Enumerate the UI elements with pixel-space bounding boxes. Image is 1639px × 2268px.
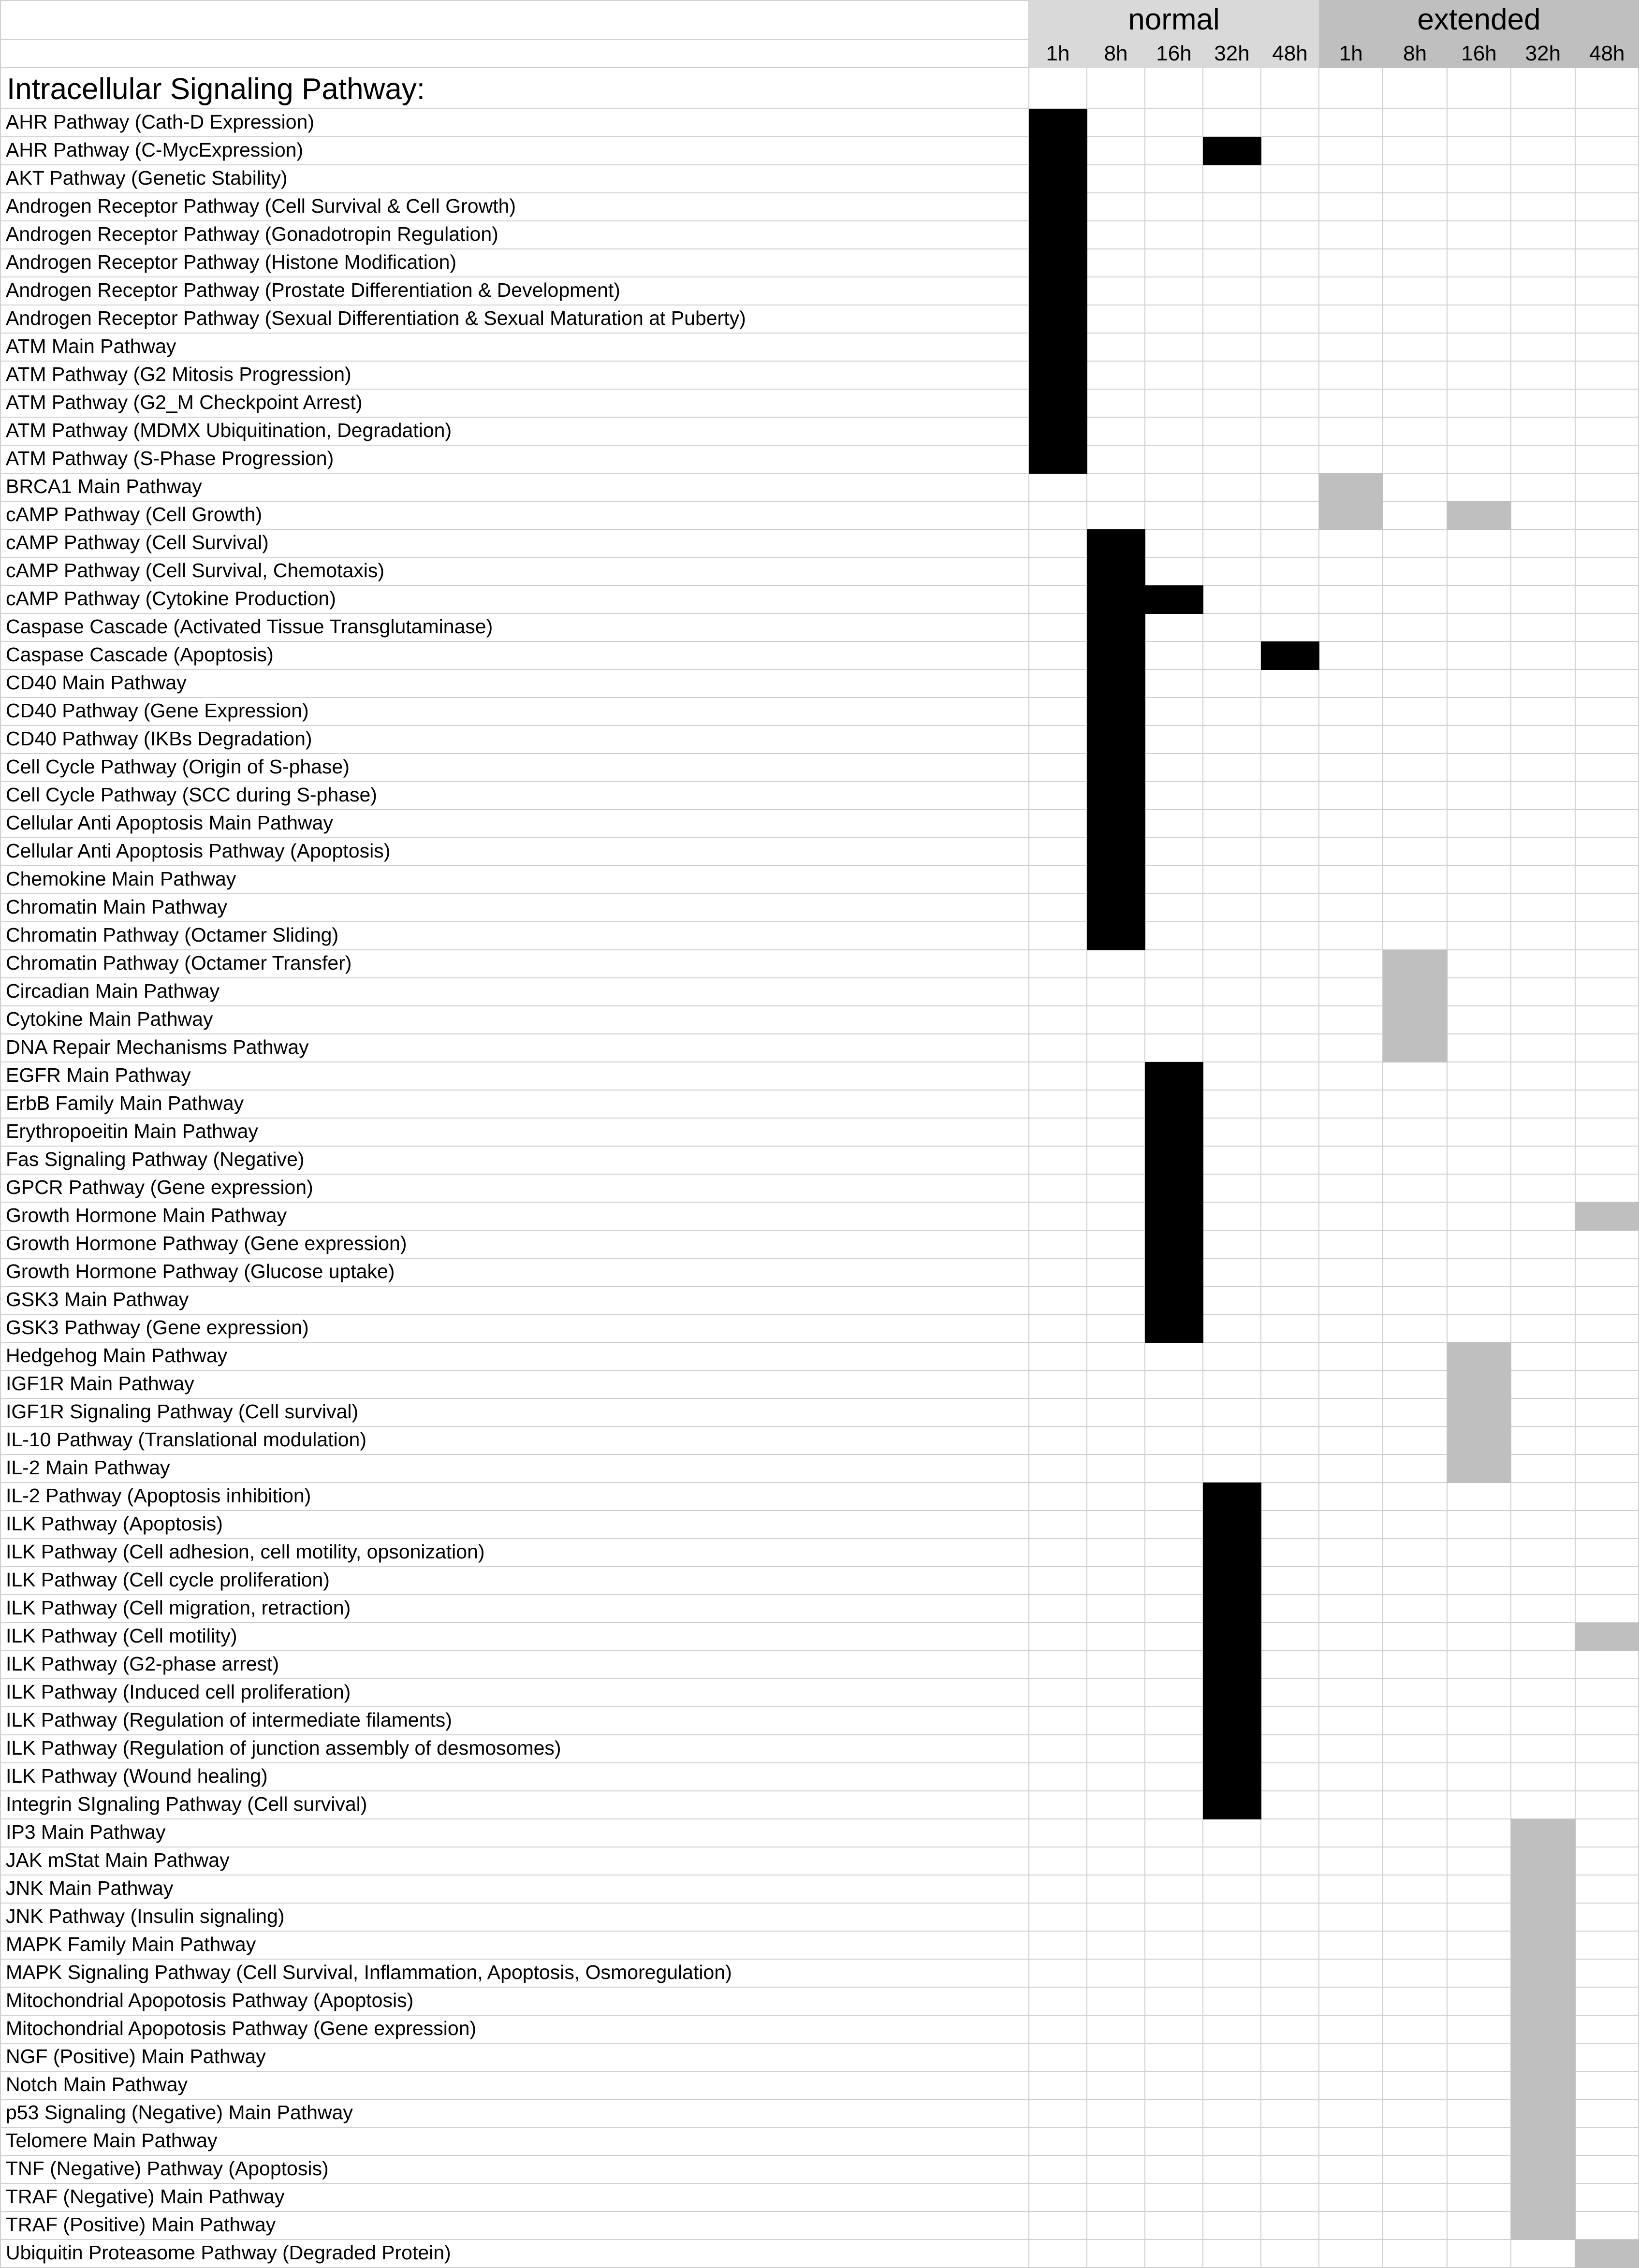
grid-line [0,333,1639,334]
pathway-label: TRAF (Negative) Main Pathway [6,2185,285,2208]
pathway-label: Mitochondrial Apopotosis Pathway (Apoptosis) [6,1989,414,2011]
active-cell [1087,585,1145,614]
pathway-label: Circadian Main Pathway [6,980,220,1002]
active-cell [1145,1258,1203,1287]
pathway-label: ILK Pathway (Cell motility) [6,1625,237,1647]
active-cell [1511,2183,1575,2212]
active-cell [1029,277,1087,305]
active-cell [1383,950,1447,978]
pathway-label: Cellular Anti Apoptosis Main Pathway [6,812,333,834]
pathway-label: p53 Signaling (Negative) Main Pathway [6,2101,353,2123]
active-cell [1029,361,1087,390]
active-cell [1511,2071,1575,2100]
active-cell [1145,1090,1203,1119]
active-cell [1087,529,1145,558]
active-cell [1145,1118,1203,1147]
active-cell [1029,305,1087,334]
pathway-label: Androgen Receptor Pathway (Sexual Differentiation & Sexual Maturation at Puberty) [6,307,746,329]
active-cell [1511,1931,1575,1960]
active-cell [1447,501,1511,530]
active-cell [1145,1230,1203,1259]
grid-line [1382,40,1383,2268]
grid-line [0,2127,1639,2128]
pathway-label: DNA Repair Mechanisms Pathway [6,1036,309,1058]
pathway-label: ATM Main Pathway [6,335,176,357]
active-cell [1447,1426,1511,1455]
active-cell [1383,1006,1447,1034]
grid-line [0,1818,1639,1819]
active-cell [1203,1791,1261,1819]
pathway-label: Fas Signaling Pathway (Negative) [6,1148,305,1170]
pathway-label: GSK3 Main Pathway [6,1288,189,1310]
pathway-label: BRCA1 Main Pathway [6,475,202,497]
pathway-label: cAMP Pathway (Cytokine Production) [6,587,336,610]
active-cell [1447,1398,1511,1427]
grid-line [1260,40,1261,2268]
active-cell [1029,249,1087,277]
grid-line [0,1454,1639,1455]
pathway-label: NGF (Positive) Main Pathway [6,2045,266,2067]
pathway-label: IL-2 Pathway (Apoptosis inhibition) [6,1484,311,1507]
group-header-label: normal [1128,3,1220,36]
active-cell [1087,613,1145,642]
active-cell [1511,1847,1575,1875]
time-point-header: 48h [1589,42,1625,65]
active-cell [1511,2211,1575,2240]
time-point-header: 1h [1339,42,1363,65]
time-point-header: 32h [1214,42,1250,65]
pathway-label: EGFR Main Pathway [6,1064,191,1086]
active-cell [1447,1370,1511,1399]
pathway-label: Androgen Receptor Pathway (Prostate Differentiation & Development) [6,279,620,301]
pathway-label: Androgen Receptor Pathway (Histone Modification) [6,251,457,273]
active-cell [1087,866,1145,894]
grid-line [0,1342,1639,1343]
active-cell [1511,2043,1575,2072]
pathway-label: Chemokine Main Pathway [6,868,236,890]
active-cell [1087,754,1145,782]
active-cell [1145,1174,1203,1203]
active-cell [1511,2099,1575,2128]
active-cell [1087,782,1145,810]
active-cell [1087,838,1145,866]
section-title: Intracellular Signaling Pathway: [7,73,425,106]
active-cell [1087,669,1145,698]
time-point-header: 16h [1156,42,1192,65]
active-cell [1319,473,1383,502]
grid-line [0,865,1639,866]
active-cell [1087,641,1145,670]
active-cell [1203,1651,1261,1679]
grid-line [0,1510,1639,1511]
pathway-label: Chromatin Pathway (Octamer Transfer) [6,952,352,974]
pathway-label: IP3 Main Pathway [6,1821,166,1843]
pathway-label: ILK Pathway (Apoptosis) [6,1512,223,1535]
pathway-label: CD40 Main Pathway [6,671,187,694]
active-cell [1511,1875,1575,1904]
pathway-label: JNK Pathway (Insulin signaling) [6,1905,285,1927]
active-cell [1319,501,1383,530]
pathway-label: Chromatin Main Pathway [6,896,228,918]
pathway-label: ATM Pathway (G2_M Checkpoint Arrest) [6,391,363,413]
pathway-label: Hedgehog Main Pathway [6,1344,228,1367]
active-cell [1203,1511,1261,1539]
time-point-header: 8h [1104,42,1128,65]
pathway-label: Ubiquitin Proteasome Pathway (Degraded Protein) [6,2241,451,2264]
pathway-label: ILK Pathway (Wound healing) [6,1765,268,1787]
active-cell [1203,1763,1261,1791]
pathway-label: Cytokine Main Pathway [6,1008,213,1030]
pathway-label: Erythropoeitin Main Pathway [6,1120,258,1142]
pathway-label: Cell Cycle Pathway (SCC during S-phase) [6,784,377,806]
active-cell [1029,221,1087,249]
pathway-label: Growth Hormone Pathway (Glucose uptake) [6,1260,395,1282]
active-cell [1575,1202,1639,1231]
pathway-label: AHR Pathway (Cath-D Expression) [6,111,314,133]
active-cell [1203,1623,1261,1651]
pathway-label: JNK Main Pathway [6,1877,174,1899]
pathway-label: Notch Main Pathway [6,2073,188,2095]
pathway-label: Growth Hormone Main Pathway [6,1204,287,1226]
grid-line [0,1622,1639,1623]
pathway-label: ATM Pathway (G2 Mitosis Progression) [6,363,351,385]
pathway-label: AHR Pathway (C-MycExpression) [6,139,304,161]
active-cell [1511,2015,1575,2044]
active-cell [1511,1819,1575,1847]
active-cell [1203,137,1261,165]
active-cell [1145,1146,1203,1175]
grid-line [0,893,1639,894]
pathway-label: IL-2 Main Pathway [6,1456,170,1479]
grid-line [0,1286,1639,1287]
pathway-label: cAMP Pathway (Cell Survival, Chemotaxis) [6,559,385,582]
pathway-label: ILK Pathway (Cell migration, retraction) [6,1597,351,1619]
active-cell [1511,1903,1575,1932]
pathway-label: GSK3 Pathway (Gene expression) [6,1316,309,1338]
active-cell [1029,445,1087,474]
active-cell [1203,1595,1261,1623]
grid-line [0,669,1639,670]
pathway-label: TNF (Negative) Pathway (Apoptosis) [6,2157,329,2180]
active-cell [1029,193,1087,221]
pathway-label: JAK mStat Main Pathway [6,1849,230,1871]
grid-line [0,1370,1639,1371]
pathway-label: Growth Hormone Pathway (Gene expression) [6,1232,407,1254]
pathway-label: ATM Pathway (MDMX Ubiquitination, Degradation) [6,419,452,441]
active-cell [1203,1679,1261,1707]
active-cell [1029,165,1087,193]
active-cell [1203,1567,1261,1595]
pathway-label: Chromatin Pathway (Octamer Sliding) [6,924,339,946]
pathway-label: ILK Pathway (Regulation of junction assembly of desmosomes) [6,1737,561,1759]
pathway-label: Androgen Receptor Pathway (Gonadotropin Regulation) [6,223,498,245]
active-cell [1383,978,1447,1006]
active-cell [1203,1735,1261,1763]
active-cell [1029,137,1087,165]
active-cell [1087,726,1145,754]
active-cell [1511,2155,1575,2184]
active-cell [1203,1707,1261,1735]
active-cell [1029,389,1087,418]
time-point-header: 48h [1272,42,1308,65]
pathway-label: Telomere Main Pathway [6,2129,218,2152]
active-cell [1447,1454,1511,1483]
pathway-label: ILK Pathway (Induced cell proliferation) [6,1681,351,1703]
active-cell [1087,698,1145,726]
pathway-label: TRAF (Positive) Main Pathway [6,2213,276,2236]
active-cell [1261,641,1319,670]
time-point-header: 32h [1525,42,1561,65]
pathway-label: ILK Pathway (Cell cycle proliferation) [6,1569,330,1591]
pathway-label: Mitochondrial Apopotosis Pathway (Gene expression) [6,2017,477,2039]
pathway-label: ATM Pathway (S-Phase Progression) [6,447,334,469]
pathway-label: MAPK Signaling Pathway (Cell Survival, Inflammation, Apoptosis, Osmoregulation) [6,1961,732,1983]
active-cell [1203,1539,1261,1567]
active-cell [1087,922,1145,950]
active-cell [1029,333,1087,362]
pathway-label: Androgen Receptor Pathway (Cell Survival & Cell Growth) [6,195,516,217]
active-cell [1203,1483,1261,1511]
pathway-label: Caspase Cascade (Apoptosis) [6,643,274,666]
pathway-label: cAMP Pathway (Cell Growth) [6,503,263,525]
pathway-label: MAPK Family Main Pathway [6,1933,256,1955]
active-cell [1145,1286,1203,1315]
active-cell [1145,1202,1203,1231]
pathway-label: Caspase Cascade (Activated Tissue Transglutaminase) [6,615,493,638]
active-cell [1087,557,1145,586]
active-cell [1575,2239,1639,2268]
pathway-label: IGF1R Main Pathway [6,1372,194,1395]
time-point-header: 8h [1403,42,1427,65]
pathway-label: ILK Pathway (G2-phase arrest) [6,1653,279,1675]
pathway-label: IL-10 Pathway (Translational modulation) [6,1428,366,1451]
active-cell [1145,1314,1203,1343]
grid-line [0,1846,1639,1847]
active-cell [1511,1959,1575,1988]
pathway-label: Integrin SIgnaling Pathway (Cell survival) [6,1793,367,1815]
pathway-label: ErbB Family Main Pathway [6,1092,244,1114]
active-cell [1029,417,1087,446]
pathway-label: Cellular Anti Apoptosis Pathway (Apoptosis) [6,840,391,862]
pathway-label: ILK Pathway (Cell adhesion, cell motility, opsonization) [6,1541,485,1563]
pathway-label: CD40 Pathway (Gene Expression) [6,699,309,722]
grid-line [1447,40,1448,2268]
time-point-header: 16h [1461,42,1497,65]
pathway-label: ILK Pathway (Regulation of intermediate filaments) [6,1709,452,1731]
active-cell [1511,1987,1575,2016]
pathway-label: AKT Pathway (Genetic Stability) [6,167,288,189]
active-cell [1145,1062,1203,1090]
grid-line [1318,0,1319,2268]
grid-line [0,0,1,2268]
grid-line [0,473,1639,474]
pathway-label: IGF1R Signaling Pathway (Cell survival) [6,1400,359,1423]
pathway-label: CD40 Pathway (IKBs Degradation) [6,727,312,750]
active-cell [1145,585,1203,614]
time-point-header: 1h [1046,42,1070,65]
active-cell [1029,109,1087,137]
active-cell [1575,1623,1639,1651]
active-cell [1447,1342,1511,1371]
active-cell [1087,894,1145,922]
active-cell [1511,2127,1575,2156]
group-header-label: extended [1417,3,1541,36]
pathway-label: cAMP Pathway (Cell Survival) [6,531,269,553]
pathway-label: GPCR Pathway (Gene expression) [6,1176,313,1198]
active-cell [1087,810,1145,838]
grid-line [0,2071,1639,2072]
pathway-label: Cell Cycle Pathway (Origin of S-phase) [6,756,350,778]
active-cell [1383,1034,1447,1062]
